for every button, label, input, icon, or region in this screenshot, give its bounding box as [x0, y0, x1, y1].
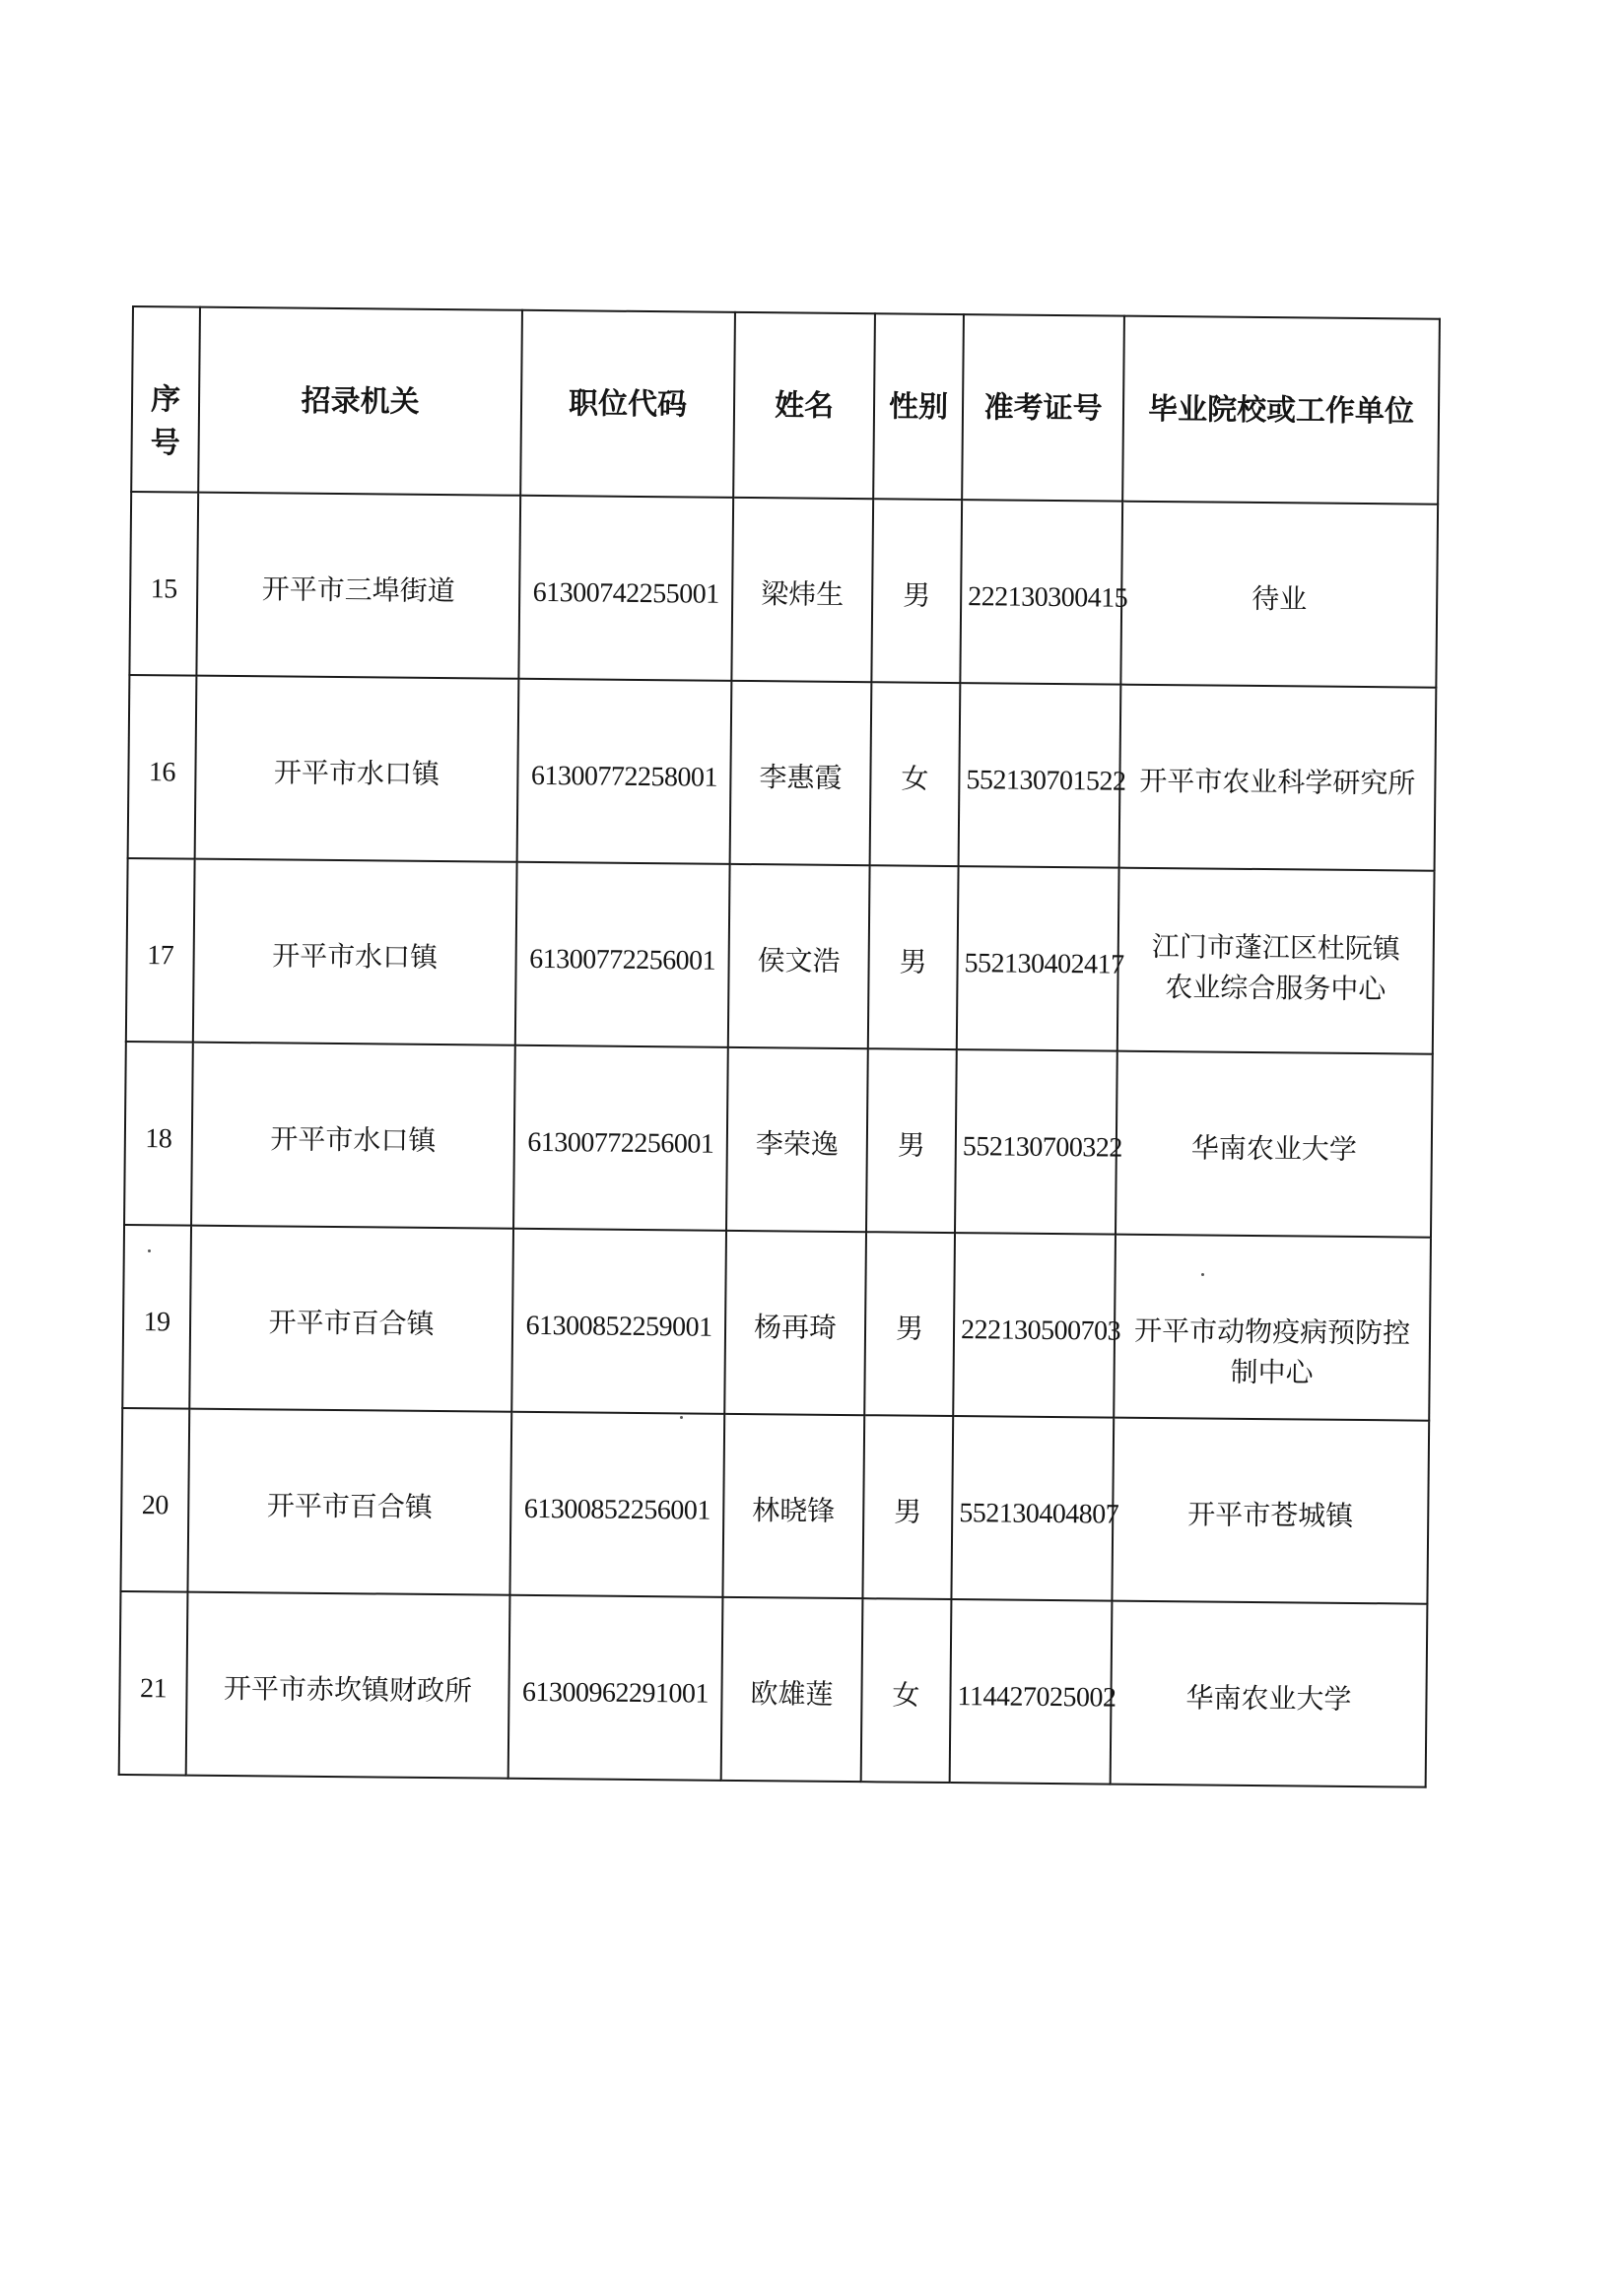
cell-agency: 开平市水口镇 — [191, 1043, 515, 1229]
cell-name: 李荣逸 — [726, 1047, 868, 1232]
table-body — [119, 492, 1438, 1787]
cell-unit-line: 开平市动物疫病预防控制中心 — [1133, 1315, 1411, 1389]
cell-agency: 开平市水口镇 — [193, 859, 517, 1045]
cell-seq: 21 — [119, 1591, 188, 1776]
cell-position-code: 61300852256001 — [509, 1412, 724, 1597]
header-position-code: 职位代码 — [520, 310, 735, 498]
cell-gender: 男 — [871, 499, 962, 683]
cell-agency: 开平市水口镇 — [195, 676, 519, 862]
cell-position-code: 61300772258001 — [517, 679, 732, 864]
table-row — [126, 858, 1435, 1054]
cell-unit — [1117, 868, 1435, 1054]
cell-seq: 20 — [120, 1408, 189, 1592]
header-gender: 性别 — [873, 313, 964, 500]
cell-gender: 男 — [862, 1415, 953, 1599]
header-exam-no: 准考证号 — [962, 314, 1124, 502]
cell-position-code: 61300772256001 — [513, 1045, 728, 1231]
cell-unit — [1114, 1235, 1431, 1421]
cell-unit-line: 待业 — [1252, 583, 1308, 616]
cell-gender: 女 — [870, 682, 961, 866]
cell-exam-no: 552130402417 — [957, 866, 1119, 1051]
header-name: 姓名 — [733, 312, 875, 499]
table-row — [122, 1225, 1431, 1421]
table-row — [128, 675, 1437, 871]
cell-exam-no: 114427025002 — [950, 1599, 1113, 1785]
header-agency: 招录机关 — [198, 307, 522, 496]
cell-gender: 男 — [868, 865, 959, 1049]
table-row — [119, 1591, 1428, 1787]
cell-name: 杨再琦 — [724, 1231, 866, 1415]
cell-agency: 开平市三埠街道 — [196, 493, 520, 679]
cell-unit — [1120, 502, 1438, 688]
cell-seq: 19 — [122, 1225, 191, 1409]
cell-unit-line: 江门市蓬江区杜阮镇 — [1151, 931, 1400, 966]
table-row — [129, 492, 1438, 688]
cell-exam-no: 552130701522 — [959, 683, 1121, 868]
cell-name: 林晓锋 — [722, 1414, 864, 1598]
cell-name: 李惠霞 — [730, 681, 872, 865]
table-row — [120, 1408, 1429, 1604]
cell-seq: 15 — [129, 492, 198, 676]
cell-agency: 开平市百合镇 — [187, 1409, 511, 1595]
cell-unit-line: 农业综合服务中心 — [1165, 972, 1387, 1005]
cell-unit — [1112, 1418, 1429, 1604]
cell-seq: 16 — [128, 675, 197, 859]
scan-speck — [148, 1249, 151, 1252]
scan-speck — [1201, 1273, 1204, 1276]
cell-exam-no: 552130404807 — [951, 1416, 1114, 1601]
cell-name: 欧雄莲 — [721, 1597, 863, 1782]
cell-agency: 开平市百合镇 — [189, 1226, 513, 1412]
candidate-table — [118, 305, 1441, 1788]
cell-unit-line: 华南农业大学 — [1185, 1683, 1352, 1716]
cell-position-code: 61300742255001 — [518, 496, 733, 681]
cell-unit — [1111, 1601, 1428, 1787]
cell-name: 侯文浩 — [728, 864, 870, 1048]
cell-gender: 男 — [866, 1048, 957, 1233]
cell-gender: 男 — [864, 1232, 955, 1416]
cell-unit-line: 开平市苍城镇 — [1187, 1500, 1354, 1532]
header-seq: 序号 — [131, 306, 200, 493]
table-container — [118, 305, 1439, 1788]
table-header-row — [131, 306, 1440, 505]
cell-unit — [1119, 685, 1437, 871]
cell-seq: 17 — [126, 858, 195, 1043]
cell-unit-line: 华南农业大学 — [1190, 1133, 1357, 1166]
cell-unit-line: 开平市农业科学研究所 — [1139, 766, 1416, 800]
header-unit: 毕业院校或工作单位 — [1122, 316, 1440, 505]
cell-agency: 开平市赤坎镇财政所 — [186, 1592, 510, 1779]
cell-position-code: 61300772256001 — [515, 862, 730, 1047]
cell-position-code: 61300962291001 — [508, 1595, 723, 1781]
cell-exam-no: 222130500703 — [953, 1233, 1116, 1418]
cell-seq: 18 — [124, 1042, 193, 1226]
cell-unit — [1116, 1051, 1433, 1238]
table-row — [124, 1042, 1433, 1238]
cell-exam-no: 222130300415 — [960, 500, 1122, 685]
cell-gender: 女 — [861, 1598, 952, 1783]
scan-speck — [680, 1416, 683, 1419]
cell-position-code: 61300852259001 — [511, 1229, 726, 1414]
cell-exam-no: 552130700322 — [955, 1049, 1117, 1235]
cell-name: 梁炜生 — [731, 498, 873, 682]
